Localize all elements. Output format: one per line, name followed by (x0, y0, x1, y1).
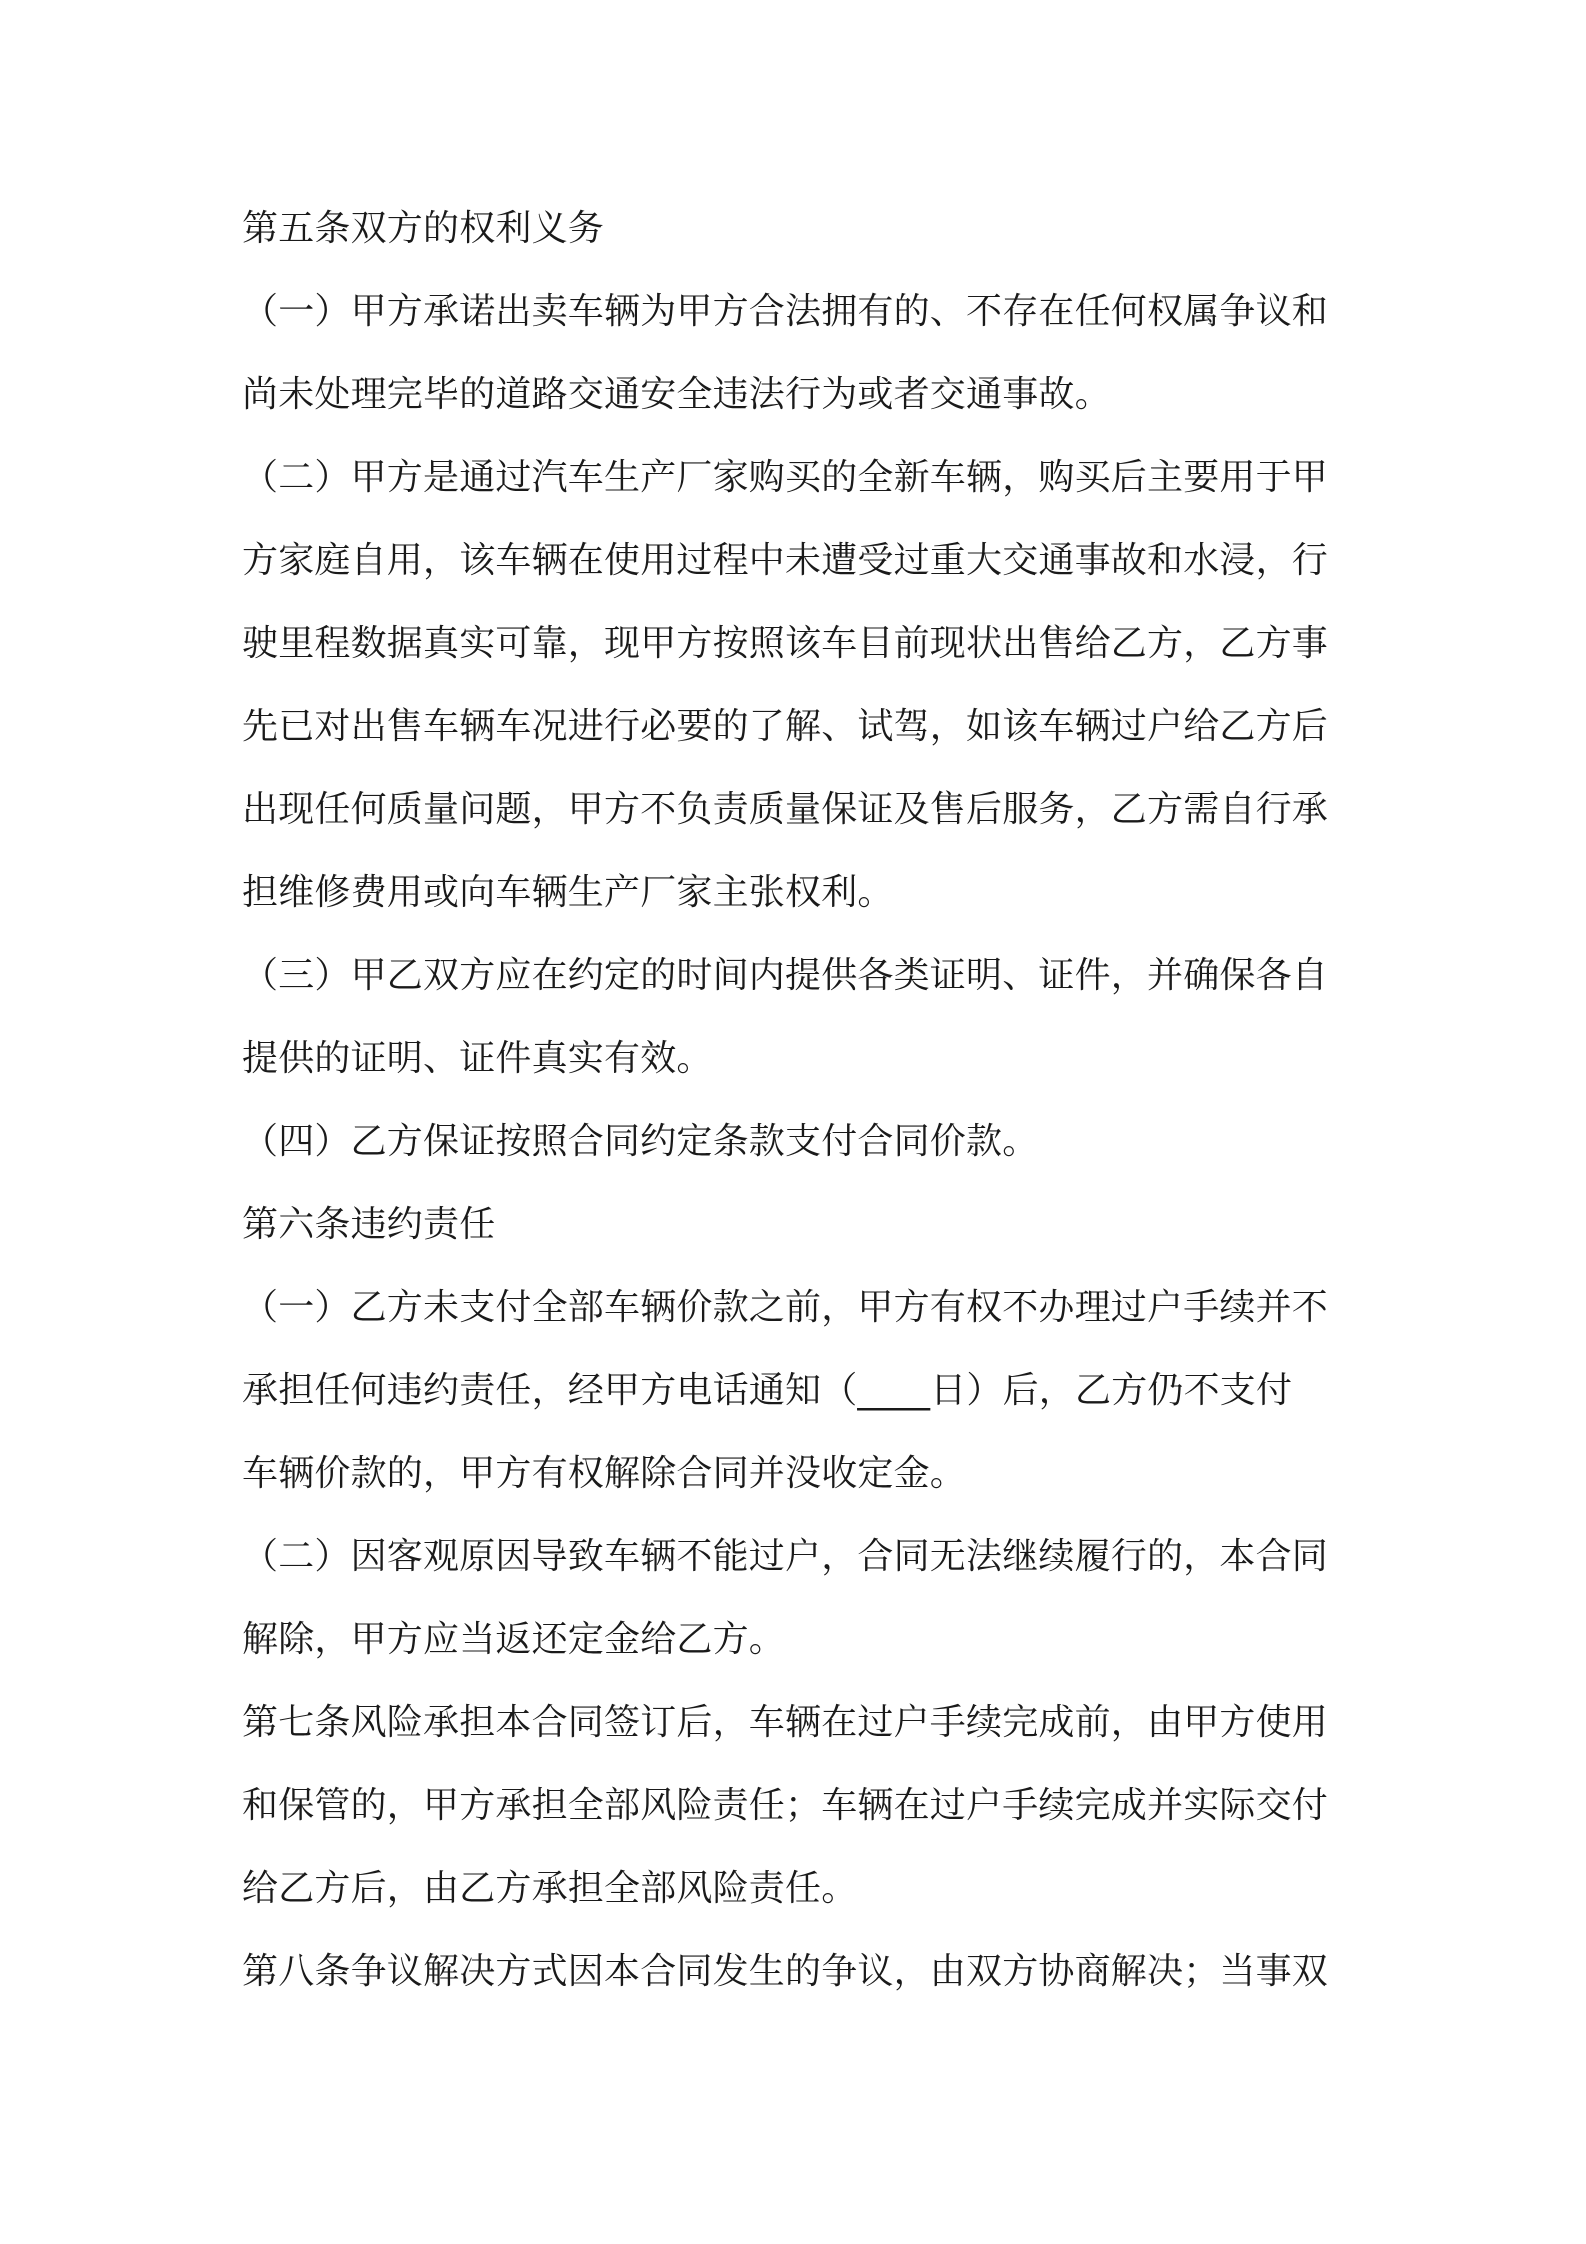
paragraph-line: 出现任何质量问题，甲方不负责质量保证及售后服务，乙方需自行承 (242, 789, 1329, 830)
paragraph-line: 车辆价款的，甲方有权解除合同并没收定金。 (242, 1453, 967, 1494)
paragraph-line: 尚未处理完毕的道路交通安全违法行为或者交通事故。 (242, 374, 1111, 415)
paragraph-line: 解除，甲方应当返还定金给乙方。 (242, 1619, 786, 1660)
paragraph-line: （三）甲乙双方应在约定的时间内提供各类证明、证件，并确保各自 (242, 955, 1329, 996)
paragraph-line: 给乙方后，由乙方承担全部风险责任。 (242, 1868, 858, 1909)
paragraph-line: 提供的证明、证件真实有效。 (242, 1038, 713, 1079)
paragraph-line: （一）乙方未支付全部车辆价款之前，甲方有权不办理过户手续并不 (242, 1287, 1329, 1328)
paragraph-line: （一）甲方承诺出卖车辆为甲方合法拥有的、不存在任何权属争议和 (242, 291, 1329, 332)
paragraph-line: 承担任何违约责任，经甲方电话通知（____日）后，乙方仍不支付 (242, 1370, 1293, 1411)
paragraph-line: 驶里程数据真实可靠，现甲方按照该车目前现状出售给乙方，乙方事 (242, 623, 1329, 664)
paragraph-line: 担维修费用或向车辆生产厂家主张权利。 (242, 872, 894, 913)
paragraph-line: 方家庭自用，该车辆在使用过程中未遭受过重大交通事故和水浸，行 (242, 540, 1329, 581)
paragraph-line: （二）甲方是通过汽车生产厂家购买的全新车辆，购买后主要用于甲 (242, 457, 1329, 498)
article-5-heading: 第五条双方的权利义务 (242, 208, 605, 249)
article-8-paragraph: 第八条争议解决方式因本合同发生的争议，由双方协商解决；当事双 (242, 1951, 1329, 1992)
paragraph-line: （四）乙方保证按照合同约定条款支付合同价款。 (242, 1121, 1039, 1162)
paragraph-line: 先已对出售车辆车况进行必要的了解、试驾，如该车辆过户给乙方后 (242, 706, 1329, 747)
article-7-paragraph: 第七条风险承担本合同签订后，车辆在过户手续完成前，由甲方使用 (242, 1702, 1329, 1743)
paragraph-line: （二）因客观原因导致车辆不能过户，合同无法继续履行的，本合同 (242, 1536, 1329, 1577)
article-6-heading: 第六条违约责任 (242, 1204, 496, 1245)
paragraph-line: 和保管的，甲方承担全部风险责任；车辆在过户手续完成并实际交付 (242, 1785, 1329, 1826)
